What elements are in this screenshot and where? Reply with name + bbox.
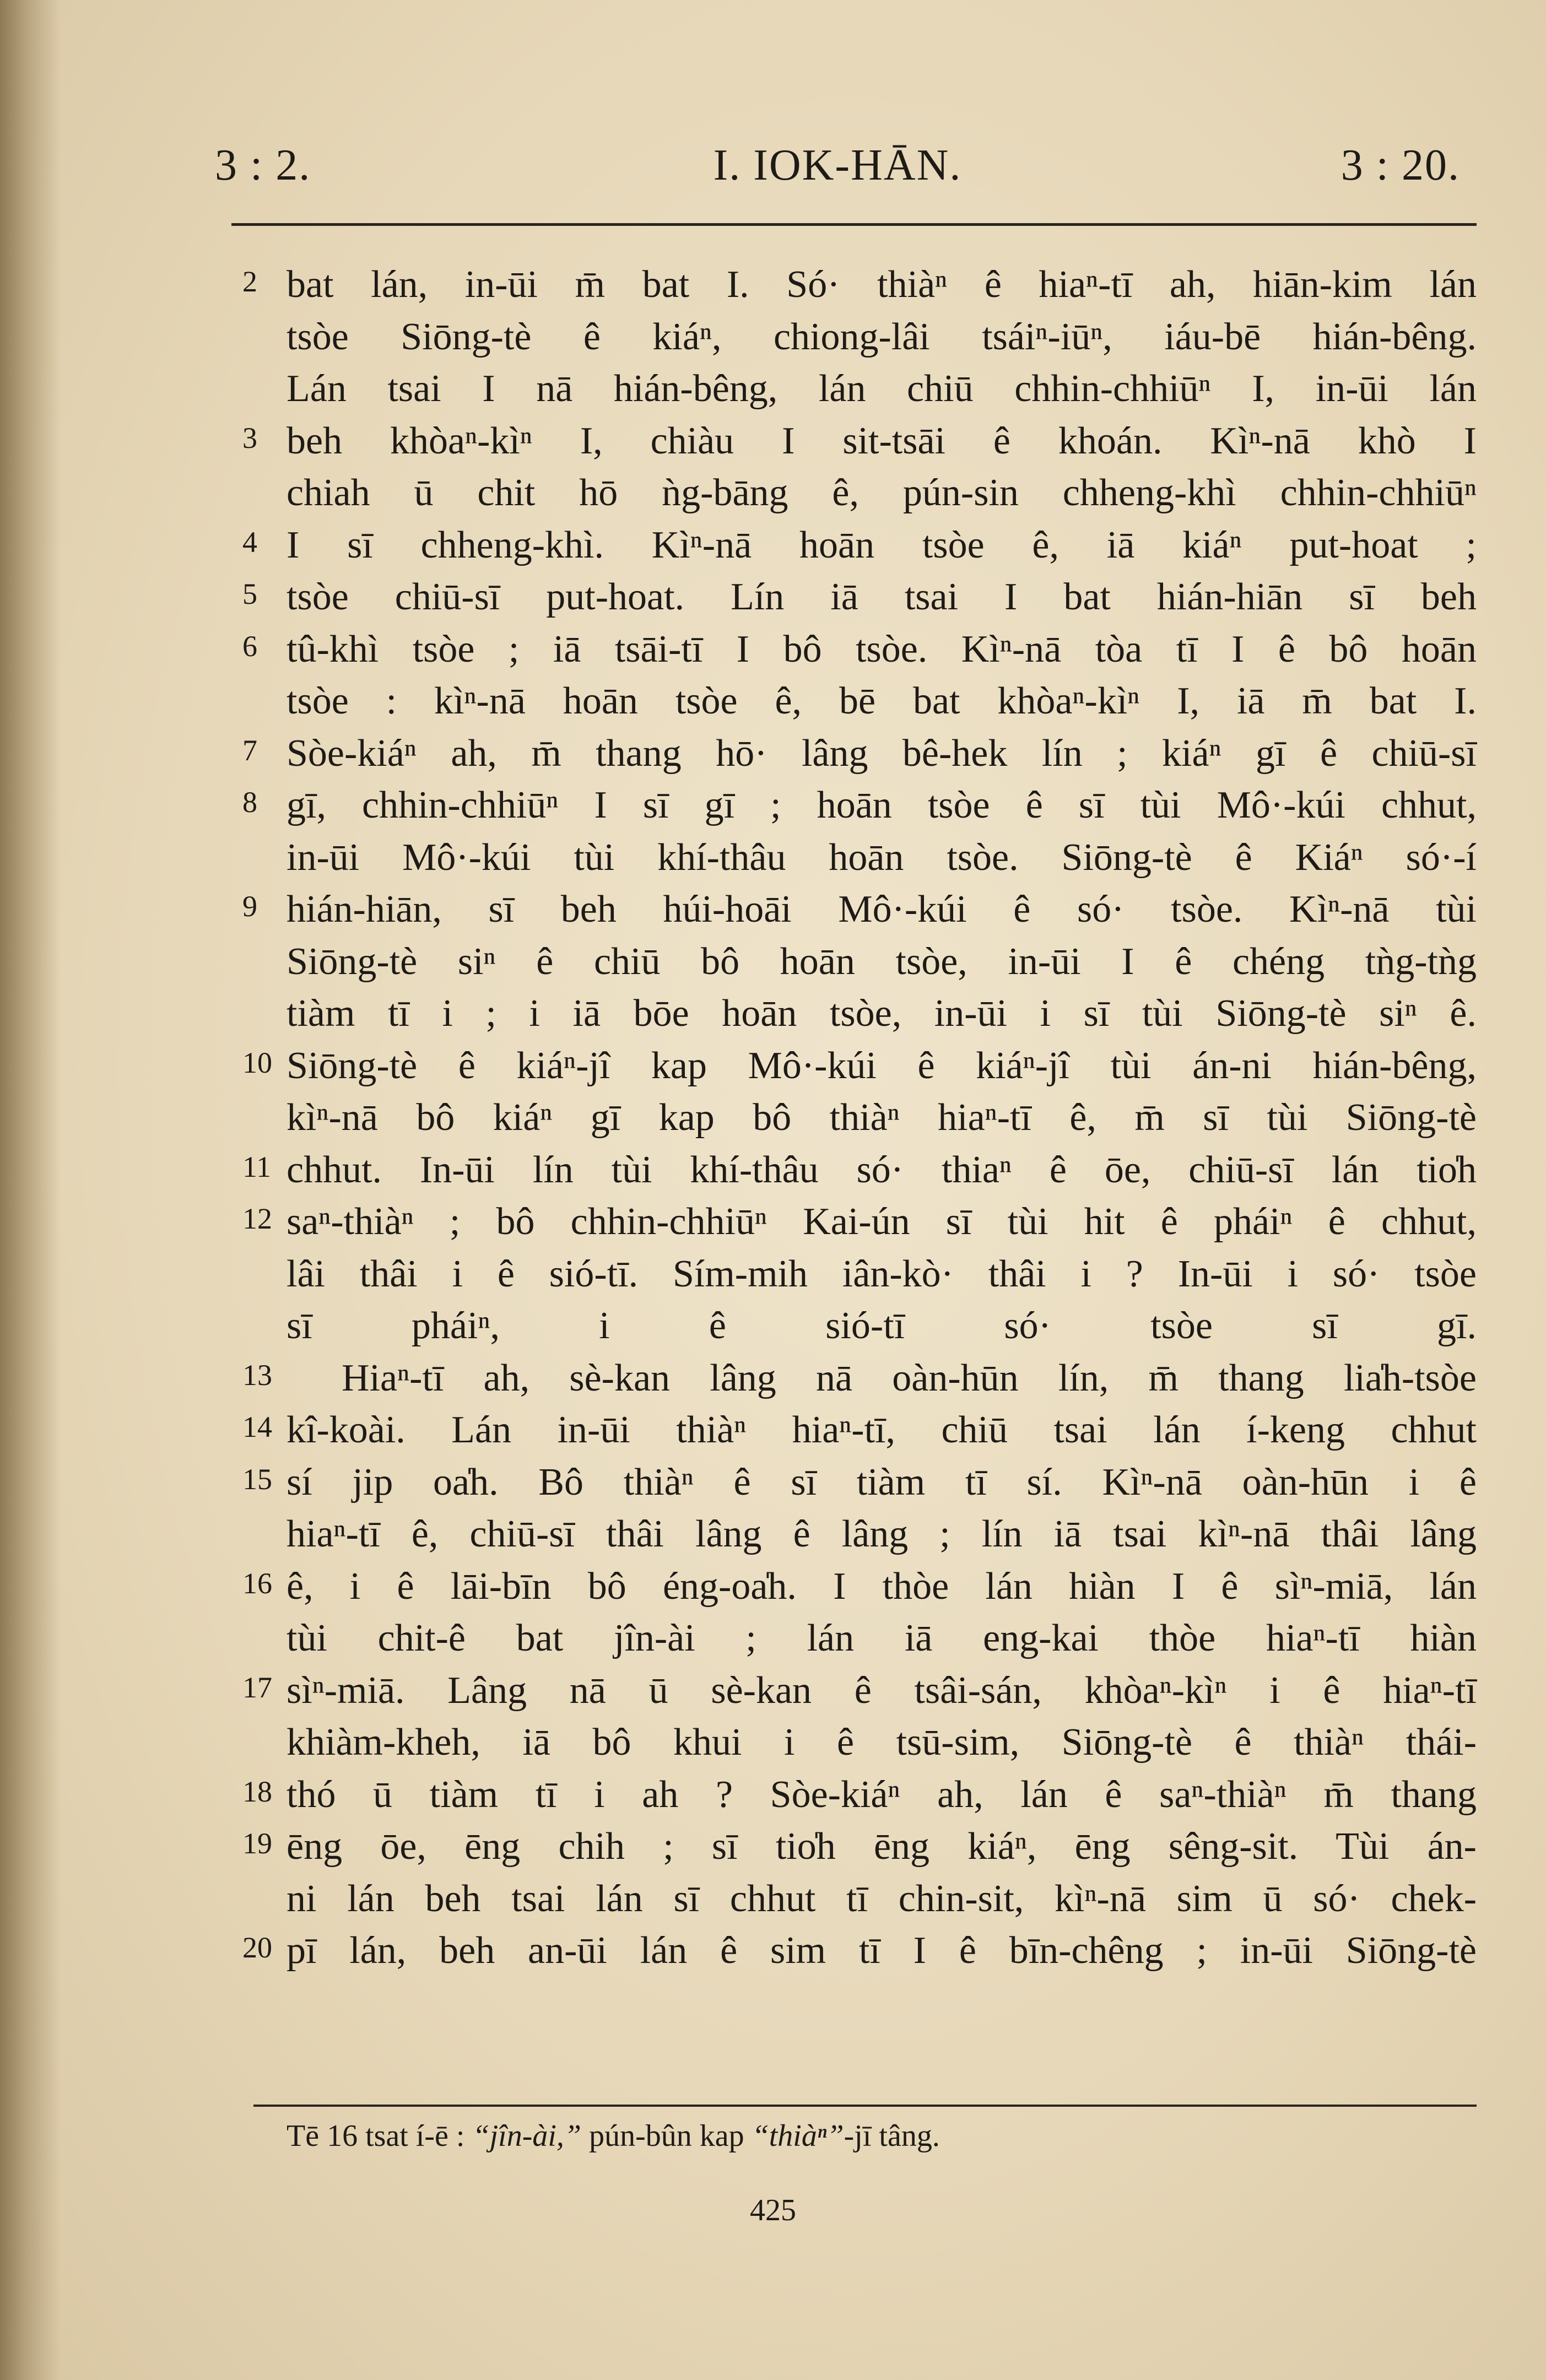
- text-line: [242, 571, 1477, 624]
- verse-number: 8: [242, 786, 257, 819]
- line-text: gī, chhin-chhiūⁿ I sī gī ; hoān tsòe ê sī tùi Mô·-kúi chhut,: [287, 784, 1477, 826]
- line-text: sí jip oa̍h. Bô thiàⁿ ê sī tiàm tī sí. Kìⁿ-nā oàn-hūn i ê: [287, 1461, 1477, 1503]
- verse-number: 7: [242, 733, 257, 767]
- footnote-suffix: -jī tâng.: [844, 2119, 940, 2153]
- line-text: Hiaⁿ-tī ah, sè-kan lâng nā oàn-hūn lín, m̄ thang lia̍h-tsòe: [342, 1356, 1477, 1399]
- text-line: [242, 988, 1477, 1040]
- verse-number: 5: [242, 577, 257, 610]
- text-line: [242, 1561, 1477, 1613]
- footnote-middle: pún-bûn kap: [581, 2119, 752, 2153]
- line-text: sī pháiⁿ, i ê sió-tī só· tsòe sī gī.: [287, 1305, 1477, 1347]
- text-line: [242, 1092, 1477, 1144]
- verse-number: 19: [242, 1827, 272, 1860]
- text-line: [242, 1457, 1477, 1509]
- footnote: [287, 2118, 940, 2154]
- line-text: lâi thâi i ê sió-tī. Sím-mih iân-kò· thâi i ? In-ūi i só· tsòe: [287, 1252, 1477, 1295]
- text-line: [242, 1248, 1477, 1301]
- line-text: beh khòaⁿ-kìⁿ I, chiàu I sit-tsāi ê khoán. Kìⁿ-nā khò I: [287, 419, 1477, 462]
- line-text: hiaⁿ-tī ê, chiū-sī thâi lâng ê lâng ; lín iā tsai kìⁿ-nā thâi lâng: [287, 1513, 1477, 1555]
- text-line: [242, 1196, 1477, 1248]
- text-line: [242, 1821, 1477, 1873]
- text-line: [242, 728, 1477, 780]
- line-text: I sī chheng-khì. Kìⁿ-nā hoān tsòe ê, iā kiáⁿ put-hoat ;: [287, 523, 1477, 566]
- line-text: tsòe Siōng-tè ê kiáⁿ, chiong-lâi tsáiⁿ-iūⁿ, iáu-bē hián-bêng.: [287, 315, 1477, 358]
- verse-number: 2: [242, 265, 257, 298]
- verse-number: 6: [242, 629, 257, 663]
- text-line: [242, 1665, 1477, 1717]
- line-text: ēng ōe, ēng chih ; sī tio̍h ēng kiáⁿ, ēng sêng-sit. Tùi án-: [287, 1825, 1477, 1868]
- footnote-term-1: “jîn-ài,”: [472, 2119, 582, 2153]
- text-line: [242, 675, 1477, 728]
- line-text: tû-khì tsòe ; iā tsāi-tī I bô tsòe. Kìⁿ-nā tòa tī I ê bô hoān: [287, 628, 1477, 670]
- line-text: pī lán, beh an-ūi lán ê sim tī I ê bīn-chêng ; in-ūi Siōng-tè: [287, 1929, 1477, 1972]
- verse-number: 18: [242, 1775, 272, 1808]
- text-line: [242, 520, 1477, 572]
- line-text: hián-hiān, sī beh húi-hoāi Mô·-kúi ê só· tsòe. Kìⁿ-nā tùi: [287, 888, 1477, 931]
- line-text: khiàm-kheh, iā bô khui i ê tsū-sim, Siōng-tè ê thiàⁿ thái-: [287, 1721, 1477, 1764]
- text-line: [242, 1769, 1477, 1821]
- line-text: ni lán beh tsai lán sī chhut tī chin-sit, kìⁿ-nā sim ū só· chek-: [287, 1877, 1477, 1920]
- verse-number: 4: [242, 525, 257, 559]
- verse-number: 3: [242, 421, 257, 455]
- line-text: Sòe-kiáⁿ ah, m̄ thang hō· lâng bê-hek lín ; kiáⁿ gī ê chiū-sī: [287, 732, 1477, 775]
- line-text: Lán tsai I nā hián-bêng, lán chiū chhin-chhiūⁿ I, in-ūi lán: [287, 367, 1477, 410]
- text-line: [242, 624, 1477, 676]
- text-line: [242, 363, 1477, 415]
- text-line: [242, 1717, 1477, 1769]
- verse-number: 11: [242, 1150, 271, 1183]
- line-text: Siōng-tè siⁿ ê chiū bô hoān tsòe, in-ūi I ê chéng tǹg-tǹg: [287, 940, 1477, 983]
- running-header: [215, 140, 1460, 207]
- line-text: chhut. In-ūi lín tùi khí-thâu só· thiaⁿ ê ōe, chiū-sī lán tio̍h: [287, 1148, 1477, 1191]
- text-line: [242, 1144, 1477, 1197]
- header-left: 3 : 2.: [215, 141, 311, 190]
- verse-number: 14: [242, 1410, 272, 1443]
- text-line: [242, 1873, 1477, 1925]
- verse-number: 13: [242, 1358, 272, 1392]
- text-line: [242, 311, 1477, 364]
- text-line: [242, 884, 1477, 936]
- text-line: [242, 415, 1477, 468]
- text-line: [242, 1613, 1477, 1665]
- header-title: I. IOK-HĀN.: [713, 141, 962, 190]
- footnote-prefix: Tē 16 tsat í-ē :: [287, 2119, 473, 2153]
- footnote-term-2: “thiàⁿ”: [752, 2119, 844, 2153]
- binding-gutter: [0, 0, 61, 2380]
- page-number: 425: [750, 2193, 796, 2227]
- header-right: 3 : 20.: [1340, 141, 1460, 190]
- text-line: [242, 1353, 1477, 1405]
- text-line: [242, 467, 1477, 520]
- line-text: kìⁿ-nā bô kiáⁿ gī kap bô thiàⁿ hiaⁿ-tī ê, m̄ sī tùi Siōng-tè: [287, 1096, 1477, 1139]
- verse-number: 17: [242, 1670, 272, 1704]
- line-text: chiah ū chit hō ǹg-bāng ê, pún-sin chheng-khì chhin-chhiūⁿ: [287, 472, 1477, 514]
- line-text: kî-koài. Lán in-ūi thiàⁿ hiaⁿ-tī, chiū tsai lán í-keng chhut: [287, 1409, 1477, 1451]
- text-line: [242, 259, 1477, 311]
- text-line: [242, 1925, 1477, 1977]
- line-text: tsòe chiū-sī put-hoat. Lín iā tsai I bat hián-hiān sī beh: [287, 576, 1477, 618]
- line-text: sìⁿ-miā. Lâng nā ū sè-kan ê tsâi-sán, khòaⁿ-kìⁿ i ê hiaⁿ-tī: [287, 1669, 1477, 1712]
- line-text: tsòe : kìⁿ-nā hoān tsòe ê, bē bat khòaⁿ-kìⁿ I, iā m̄ bat I.: [287, 680, 1477, 722]
- text-line: [242, 1040, 1477, 1092]
- verse-number: 15: [242, 1462, 272, 1496]
- text-line: [242, 832, 1477, 884]
- line-text: tùi chit-ê bat jîn-ài ; lán iā eng-kai thòe hiaⁿ-tī hiàn: [287, 1617, 1477, 1659]
- verse-number: 20: [242, 1931, 272, 1964]
- line-text: thó ū tiàm tī i ah ? Sòe-kiáⁿ ah, lán ê saⁿ-thiàⁿ m̄ thang: [287, 1773, 1477, 1816]
- text-line: [242, 1300, 1477, 1353]
- line-text: tiàm tī i ; i iā bōe hoān tsòe, in-ūi i sī tùi Siōng-tè siⁿ ê.: [287, 992, 1477, 1035]
- line-text: ê, i ê lāi-bīn bô éng-oa̍h. I thòe lán hiàn I ê sìⁿ-miā, lán: [287, 1565, 1477, 1608]
- header-rule: [231, 223, 1477, 226]
- line-text: saⁿ-thiàⁿ ; bô chhin-chhiūⁿ Kai-ún sī tùi hit ê pháiⁿ ê chhut,: [287, 1200, 1477, 1243]
- verse-number: 12: [242, 1202, 272, 1235]
- text-line: [242, 1508, 1477, 1561]
- line-text: in-ūi Mô·-kúi tùi khí-thâu hoān tsòe. Siōng-tè ê Kiáⁿ só·-í: [287, 836, 1477, 879]
- verse-number: 9: [242, 890, 257, 923]
- text-line: [242, 936, 1477, 988]
- verse-number: 16: [242, 1566, 272, 1600]
- verse-number: 10: [242, 1046, 272, 1079]
- text-line: [242, 1404, 1477, 1457]
- text-line: [242, 780, 1477, 832]
- line-text: Siōng-tè ê kiáⁿ-jî kap Mô·-kúi ê kiáⁿ-jî tùi án-ni hián-bêng,: [287, 1044, 1477, 1087]
- line-text: bat lán, in-ūi m̄ bat I. Só· thiàⁿ ê hiaⁿ-tī ah, hiān-kim lán: [287, 263, 1477, 306]
- body-text: [242, 259, 1477, 1977]
- footnote-rule: [253, 2105, 1477, 2107]
